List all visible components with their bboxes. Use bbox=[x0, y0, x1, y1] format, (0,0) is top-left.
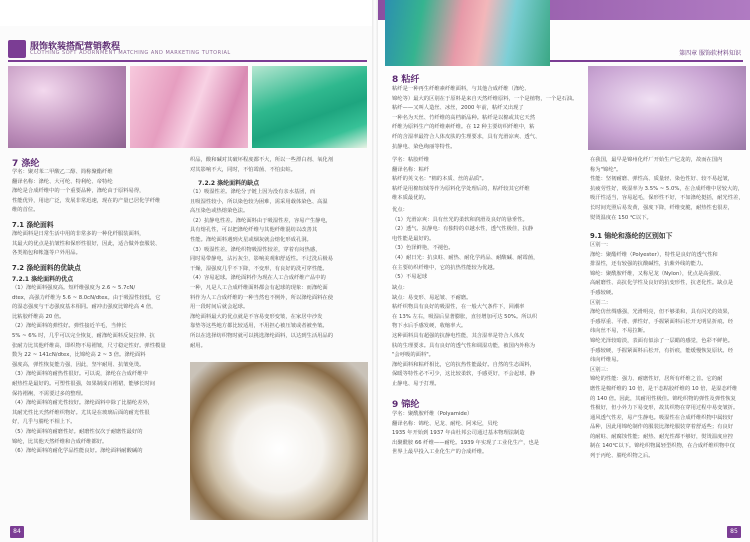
paragraph-line: （1）吸湿性差。涤纶分子链上因为没有亲水基团，而 bbox=[190, 189, 316, 195]
section-7-1-body bbox=[12, 230, 182, 259]
paragraph-line: 区别二： bbox=[590, 299, 612, 306]
paragraph-line: 涤纶面料和粘纤相比，它的抗热性能最好。自然的生态面料， bbox=[392, 361, 536, 368]
paragraph-line: 抗静电、染色绚丽等特性。 bbox=[392, 143, 456, 150]
paragraph-line: 涤纶是合成纤维中的一个重要品种，涤纶由于原料易得， bbox=[12, 188, 145, 195]
paragraph-line: 长时间光照后易发黄，强度下降，纤维变脆，耐热性也很差， bbox=[590, 204, 734, 211]
paragraph-line: dtex，高强力纤维为 5.6 ~ 8.0cN/dtex。由于吸湿性较低，它 bbox=[12, 294, 161, 301]
chapter-title: 第四章 服饰软材料知识 bbox=[679, 50, 741, 57]
paragraph-line: 对其影响不大，同时，不怕霉菌、不怕虫蛀。 bbox=[190, 166, 296, 173]
advantages-title: 优点： bbox=[392, 207, 408, 213]
left-running-header bbox=[8, 38, 367, 62]
paragraph-line: 所以在选择纺织物时就可以挑选涤纶面料，以达到生活用品的 bbox=[190, 332, 334, 339]
paragraph-line: 高压染色或热熔染色法。 bbox=[190, 208, 249, 215]
paragraph-line: 纬向纤维易。 bbox=[590, 357, 622, 364]
paragraph-line: 翻译名称：锦纶、尼龙、耐纶、阿米尼，贝纶 bbox=[392, 420, 498, 427]
paragraph-line: 性极好，但小外力下易变形，故其织物在穿用过程中易变皱折。 bbox=[590, 405, 739, 412]
paragraph-line: 保持褶裥，不需要过多的整理。 bbox=[12, 390, 87, 397]
paragraph-line: 具有熔孔性，可以把涤纶纤维与其他纤维混纺以改善其 bbox=[190, 227, 318, 234]
section-title-7-1: 7.1 涤纶面料 bbox=[12, 221, 54, 229]
paragraph-line: 涤纶仿丝绸感强，光滑明亮，但不够柔和，具有闪光的效果， bbox=[590, 309, 734, 316]
paragraph-line: 的 140 倍。因此，其耐用性极佳。锦纶织物的弹性及弹性恢复 bbox=[590, 395, 736, 402]
paragraph-line: 学名：粘胶纤维 bbox=[392, 157, 430, 163]
section-title-polyester: 7 涤纶 bbox=[12, 159, 40, 169]
paragraph-line: 耐热性是最好的。可塑性很强，如果制成百褶裙，能够长时间 bbox=[12, 380, 156, 387]
paragraph-line: （2）抗静电性差。涤纶面料由于吸湿性差，容易产生静电， bbox=[190, 217, 332, 224]
photo-colored-fabrics bbox=[385, 0, 550, 66]
photo-pink-fabric bbox=[130, 66, 248, 148]
paragraph-line: 同时易带静电，沾污灰尘，影响美观和舒适性。不过洗后极易 bbox=[190, 256, 334, 263]
paragraph-line: 粘纤是用棉短绒等作为原料化学处理后的，粘纤较其它纤维 bbox=[392, 185, 530, 192]
paragraph-line: 粘纤——又叫人造丝、冰丝，2000 年前，粘纤又出现了 bbox=[392, 105, 524, 112]
book-subtitle: CLOTHING SOFT ADORNMENT MATCHING AND MARKETING TUTORIAL bbox=[30, 50, 231, 56]
paragraph-line: 好，几乎与腈纶不相上下。 bbox=[12, 419, 76, 426]
paragraph-line: 粘纤的英文名："棉的本质、丝的品质"。 bbox=[392, 176, 487, 183]
paragraph-line: 5% ~ 6% 时，几乎可以完全恢复，耐涤纶面料反复拉伸、抗 bbox=[12, 332, 155, 339]
paragraph-line: 其最大的优点是抗皱性和保形性很好，因此，适合做外套服装、 bbox=[12, 240, 161, 247]
paragraph-line: 制在 140℃以下。锦纶织物属轻型织物，在合成纤维织物中仅 bbox=[590, 443, 735, 450]
paragraph-line: 缺点：易变形、易起皱、不耐磨。 bbox=[392, 294, 472, 301]
paragraph-line: 用一段时间后就会起球。 bbox=[190, 304, 249, 311]
paragraph-line: 物下水后手感发硬，收缩率大。 bbox=[392, 323, 467, 330]
paragraph-line: 各类箱包和帐篷等户外用品。 bbox=[12, 250, 81, 257]
paragraph-line: "会呼吸的面料"。 bbox=[392, 352, 434, 359]
paragraph-line: 锦纶光泽较暗淡，表面有似涂了一层蜡的感觉，色彩不鲜艳。 bbox=[590, 337, 734, 344]
book-logo-icon bbox=[8, 40, 26, 58]
paragraph-line: 锦纶：聚酰胺纤维，又称尼龙（Nylon），优点是高强度、 bbox=[590, 270, 725, 277]
paragraph-line: （4）涤纶面料的耐光性较好。涤纶面料中除了比腈纶差外， bbox=[12, 400, 154, 407]
book-title: 服饰软装搭配营销教程 bbox=[30, 42, 121, 52]
paragraph-line: 保暖等特性必不可少，这比较柔软，手感更好，不会起球，静 bbox=[392, 371, 536, 378]
paragraph-line: 区别一： bbox=[590, 242, 612, 248]
paragraph-line: 的耐蛀、耐腐蚀性能；耐热、耐光性都不够好，熨烫温度应控 bbox=[590, 433, 734, 440]
section-title-viscose: 8 粘纤 bbox=[392, 75, 420, 85]
paragraph-line: （3）吸湿性差。涤纶织物吸湿性较差，穿着有闷热感， bbox=[190, 246, 321, 253]
paragraph-line: （2）透气、抗静电：有独特的卓越水性，透气性极佳，抗静 bbox=[392, 226, 534, 233]
paragraph-line: （2）涤纶面料的弹性好。弹性接近羊毛，当伸长 bbox=[12, 323, 127, 330]
section-9-1-body bbox=[590, 241, 746, 462]
section-8-body bbox=[392, 85, 580, 152]
column-4-intro bbox=[590, 156, 746, 223]
paragraph-line: 学名：聚酰胺纤维（Polyamide） bbox=[392, 411, 473, 417]
section-title-7-2: 7.2 涤纶面料的优缺点 bbox=[12, 264, 81, 272]
paragraph-line: （4）耐日光：抗虫蛀、耐热、耐化学药品、耐酸碱、耐霉菌， bbox=[392, 254, 539, 261]
section-polyester-body bbox=[12, 168, 182, 216]
paragraph-line: 一种名为天丝、竹纤维的高档新品种。粘纤是以棉或其它天然 bbox=[392, 114, 536, 121]
paragraph-line: （6）涤纶面料的耐化学品性能良好。涤纶面料耐酸碱的 bbox=[12, 448, 143, 455]
column-2-intro bbox=[190, 156, 368, 175]
paragraph-line: 排湿性，还有较强的抗酸碱性，抗紫外线的能力。 bbox=[590, 261, 707, 268]
paragraph-line: 止静电、易于打理。 bbox=[392, 380, 440, 387]
paragraph-line: （1）光滑凉爽：具有丝光的柔软和润滑及良好的悬垂性。 bbox=[392, 216, 528, 223]
paragraph-line: 锦纶的性能：强力、耐磨性好，居所有纤维之首。它的耐 bbox=[590, 376, 723, 383]
paragraph-line: 其耐光性比天然纤维织物好。尤其是在玻璃后面的耐光性很 bbox=[12, 409, 150, 416]
paragraph-line: 性能。涤纶面料遇到火星或烟灰就会熔化形成孔洞。 bbox=[190, 236, 312, 243]
paragraph-line: 吸汗性适当，容易起毛，保形性不好，不如涤纶挺括，耐光性差， bbox=[590, 195, 744, 202]
paragraph-line: 翻译名称：粘纤 bbox=[392, 166, 430, 173]
section-8-advantages bbox=[392, 206, 580, 283]
paragraph-line: 熨烫温度在 150 ℃以下。 bbox=[590, 214, 652, 221]
paragraph-line: 靠垫等这些地方都比较适用，不用担心被压皱或者被坐皱。 bbox=[190, 323, 328, 330]
paragraph-line: 耐用。 bbox=[190, 342, 206, 349]
photo-fiber-basket bbox=[190, 362, 368, 520]
photo-lilac-fabric bbox=[588, 66, 746, 150]
paragraph-line: 高耐磨性、高抗化学性及良好的抗变形性，抗老化性。缺点是 bbox=[590, 280, 734, 287]
paragraph-line: 品种，因此用锦纶制作的服装比涤纶服装穿着舒适些；有良好 bbox=[590, 424, 734, 431]
section-7-2-2-body bbox=[190, 188, 368, 351]
paragraph-line: （4）容易起球。涤纶面料作为现在人工合成纤维产品中的 bbox=[190, 275, 326, 282]
paragraph-line: 料作为人工合成纤维的一种当然也不例外，所以涤纶面料在使 bbox=[190, 294, 334, 301]
paragraph-line: 的湿态强度与干态强度基本相同。耐冲击强度比锦纶高 4 倍， bbox=[12, 304, 157, 311]
paragraph-line: 在我国，最早是锦州化纤厂开始生产尼龙的，故而在国内 bbox=[590, 157, 723, 163]
paragraph-line: 涤纶：聚酯纤维（Polyester），特性是良好的透气性和 bbox=[590, 251, 718, 258]
paragraph-line: 张耐力比其他纤维高，即织物不易褶皱，尺寸稳定性好。弹性模量 bbox=[12, 342, 166, 349]
paragraph-line: 性能优异，用途广泛，发展非常迅速，现在的产量已居化学纤维 bbox=[12, 197, 161, 204]
paragraph-line: （5）不易起球 bbox=[392, 274, 428, 281]
paragraph-line: 出聚酰胺 66 纤维——耐纶。1939 年实现了工业化生产，也是 bbox=[392, 439, 540, 446]
paragraph-line: 数为 22 ~ 141cN/dtex，比锦纶高 2 ~ 3 倍。涤纶面料 bbox=[12, 352, 146, 359]
section-title-7-2-2: 7.2.2 涤纶面料的缺点 bbox=[198, 180, 260, 187]
paragraph-line: 翻译名称：涤纶、大可纶、特利纶、帝特纶 bbox=[12, 178, 113, 185]
paragraph-line: 区别三： bbox=[590, 366, 612, 373]
paragraph-line: 性能：坚韧耐磨、弹性高、质量轻、染色性好、较不易起皱， bbox=[590, 176, 734, 183]
paragraph-line: 手感厚重、平滑、弹性好，手握紧面料后松开无明显折痕。经 bbox=[590, 318, 734, 325]
paragraph-line: 世界上最早投入工业化生产的合成纤维。 bbox=[392, 449, 488, 456]
section-title-9-1: 9.1 锦纶和涤纶的区别如下 bbox=[590, 232, 673, 240]
paragraph-line: 纤维为原料生产的纤维素纤维。在 12 种主要纺织纤维中，粘 bbox=[392, 124, 535, 131]
section-title-nylon: 9 锦纶 bbox=[392, 400, 420, 410]
paragraph-line: 锦纶等）最大的区别在于原料是来自天然纤维原料，一个是植物，一个是石油。 bbox=[392, 95, 578, 102]
paragraph-line: 肤的生理要求。具有良好的透气性和调湿功能，被国内外称为 bbox=[392, 342, 536, 349]
paragraph-line: 且吸湿性较小，所以染色较为困难，需采用载体染色、高温 bbox=[190, 198, 328, 205]
section-9-body bbox=[392, 410, 580, 458]
paragraph-line: 锦纶，比其他天然纤维和合成纤维都好。 bbox=[12, 438, 108, 445]
paragraph-line: 粘纤是一种再生纤维素纤维面料，与其他合成纤维（涤纶、 bbox=[392, 86, 530, 92]
paragraph-line: 手感较硬，手握紧面料后松开，有折痕，能缓慢恢复原状。经 bbox=[590, 347, 734, 354]
paragraph-line: 一种，凡是人工合成纤维面料都会有起球的现象：而涤纶面 bbox=[190, 284, 328, 291]
paragraph-line: 涤纶面料是日常生活中用的非常多的一种化纤服装面料， bbox=[12, 231, 145, 237]
paragraph-line: 称为"锦纶"。 bbox=[590, 166, 622, 173]
paragraph-line: 维本质最优的。 bbox=[392, 195, 430, 202]
section-title-7-2-1: 7.2.1 涤纶面料的优点 bbox=[12, 276, 74, 283]
section-8-disadvantages bbox=[392, 284, 580, 390]
paragraph-line: 强度高，弹性恢复能力强，因此，坚牢耐用、抗皱免烫。 bbox=[12, 361, 145, 368]
paragraph-line: 通风透气性差，易产生静电。吸湿性在合成纤维织物中属较好 bbox=[590, 414, 734, 421]
paragraph-line: 在 13% 左右，吸湿后显著膨胀，直径增加可达 50%。所以织 bbox=[392, 313, 538, 320]
photo-lavender-fabric bbox=[8, 66, 126, 148]
paragraph-line: 涤纶面料最大的优点就是不容易变形变皱，在家居中沙发 bbox=[190, 313, 323, 320]
page-number-right: 85 bbox=[727, 526, 741, 538]
paragraph-line: 维的首位。 bbox=[12, 207, 39, 214]
paragraph-line: （1）涤纶面料强度高。短纤维强度为 2.6 ~ 5.7cN/ bbox=[12, 285, 136, 291]
disadvantages-title: 缺点： bbox=[392, 285, 408, 291]
top-band-left bbox=[0, 0, 375, 26]
paragraph-line: 在主要纺织纤维中，它的抗热性能较为优越。 bbox=[392, 264, 498, 271]
page-number-left: 84 bbox=[10, 526, 24, 538]
book-gutter bbox=[372, 0, 378, 542]
paragraph-line: （3）涤纶面料的耐热性很好。可以说，涤纶在合成纤维中 bbox=[12, 371, 148, 378]
paragraph-line: 比粘胶纤维高 20 倍。 bbox=[12, 313, 65, 320]
paragraph-line: 手感较硬。 bbox=[590, 289, 617, 296]
paragraph-line: 学名：聚对苯二甲酸乙二醇、简称聚酯纤维 bbox=[12, 169, 113, 175]
paragraph-line: （3）色泽鲜艳，不褪色。 bbox=[392, 245, 454, 252]
paragraph-line: 1935 年开始到 1937 年由杜邦公司通过基本物理法制造 bbox=[392, 430, 525, 437]
paragraph-line: 这种面料具有超强的抗静电性能，其含湿率是符合人体皮 bbox=[392, 332, 525, 339]
photo-green-fabric bbox=[252, 66, 367, 148]
paragraph-line: 抗疲劳性好，吸湿率为 3.5% ~ 5.0%，在合成纤维中居较大的， bbox=[590, 185, 743, 192]
paragraph-line: 磨性是棉纤维的 10 倍，是干态粘胶纤维的 10 倍，是湿态纤维 bbox=[590, 385, 738, 392]
paragraph-line: （5）涤纶面料的耐磨性好。耐磨性仅次于耐磨性最好的 bbox=[12, 428, 143, 435]
paragraph-line: 列于丙纶、腈纶织物之后。 bbox=[590, 453, 654, 460]
paragraph-line: 纤的含湿率最符合人体皮肤的生理要求，具有光滑凉爽、透气、 bbox=[392, 133, 541, 140]
paragraph-line: 电性能是最好的。 bbox=[392, 235, 435, 242]
paragraph-line: 织品，酸和碱对其破坏程度都不大，所以一些漂白剂、氧化剂 bbox=[190, 157, 334, 163]
section-7-2-1-body bbox=[12, 284, 182, 457]
section-8-names bbox=[392, 156, 580, 204]
paragraph-line: 粘纤织物具有良好的吸湿性，在一般大气条件下，回潮率 bbox=[392, 304, 525, 311]
paragraph-line: 干燥，湿强度几乎不下降，不变形，有良好的洗可穿性能。 bbox=[190, 265, 328, 272]
paragraph-line: 纬向丝不易，不易拉断。 bbox=[590, 328, 649, 335]
